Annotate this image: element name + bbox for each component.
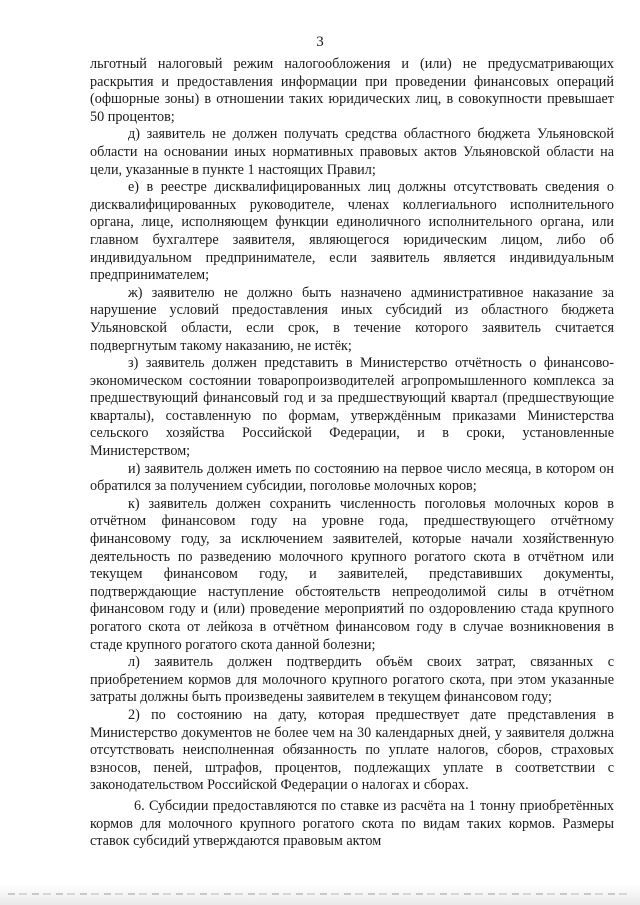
page-number: 3 xyxy=(316,34,324,50)
paragraph-item-l: л) заявитель должен подтвердить объём своих затрат, связанных с приобретением кормов для молочного крупного рогатого скота, при этом указанные затраты должны быть произведены заявителем в текущем финансовом году; xyxy=(90,654,614,706)
paragraph-item-i: и) заявитель должен иметь по состоянию на первое число месяца, в котором он обратился за получением субсидии, поголовье молочных коров; xyxy=(90,460,614,495)
paragraph-point-6: 6. Субсидии предоставляются по ставке из расчёта на 1 тонну приобретённых кормов для молочного крупного рогатого скота по видам таких кормов. Размеры ставок субсидий утверждаются правовым актом xyxy=(90,797,614,850)
paragraph-item-e: е) в реестре дисквалифицированных лиц должны отсутствовать сведения о дисквалифицированных руководителе, членах коллегиального исполнительного органа, лице, исполняющем функции единоличного исполнительного органа, или главном бухгалтере заявителя, являющегося юридическим лицом, либо об индивидуальном предпринимателе, если заявитель является индивидуальным предпринимателем; xyxy=(90,179,614,284)
paragraph-item-k: к) заявитель должен сохранить численность поголовья молочных коров в отчётном финансовом году на уровне года, предшествующего отчётному финансовому году, за исключением заявителей, которые начали хозяйственную деятельность по разведению молочного крупного рогатого скота в отчётном или текущем финансовом году, и заявителей, представивших документы, подтверждающие наступление обстоятельств непреодолимой силы в отчётном финансовом году и (или) проведение мероприятий по оздоровлению стада крупного рогатого скота от лейкоза в отчётном финансовом году в случае возникновения в стаде крупного рогатого скота данной болезни; xyxy=(90,495,614,653)
paragraph-item-zh: ж) заявителю не должно быть назначено административное наказание за нарушение условий предоставления иных субсидий из областного бюджета Ульяновской области, если срок, в течение которого заявитель считается подвергнутым такому наказанию, не истёк; xyxy=(90,284,614,354)
paragraph-item-d: д) заявитель не должен получать средства областного бюджета Ульяновской области на основании иных нормативных правовых актов Ульяновской области на цели, указанные в пункте 1 настоящих Правил; xyxy=(90,126,614,178)
paragraph-item-z: з) заявитель должен представить в Министерство отчётность о финансово-экономическом состоянии товаропроизводителей агропромышленного комплекса за предшествующий финансовый год и за предшествующий квартал (предшествующие кварталы), составленную по формам, утверждённым приказами Министерства сельского хозяйства Российской Федерации, и в сроки, установленные Министерством; xyxy=(90,355,614,460)
paragraph-continuation: льготный налоговый режим налогообложения и (или) не предусматривающих раскрытия и предоставления информации при проведении финансовых операций (офшорные зоны) в отношении таких юридических лиц, в совокупности превышает 50 процентов; xyxy=(90,56,614,125)
scan-noise-line xyxy=(8,893,632,895)
document-body xyxy=(90,56,614,851)
paragraph-subpoint-2: 2) по состоянию на дату, которая предшествует дате представления в Министерство документов не более чем на 30 календарных дней, у заявителя должна отсутствовать неисполненная обязанность по уплате налогов, сборов, страховых взносов, пеней, штрафов, процентов, подлежащих уплате в соответствии с законодательством Российской Федерации о налогах и сборах. xyxy=(90,706,614,794)
